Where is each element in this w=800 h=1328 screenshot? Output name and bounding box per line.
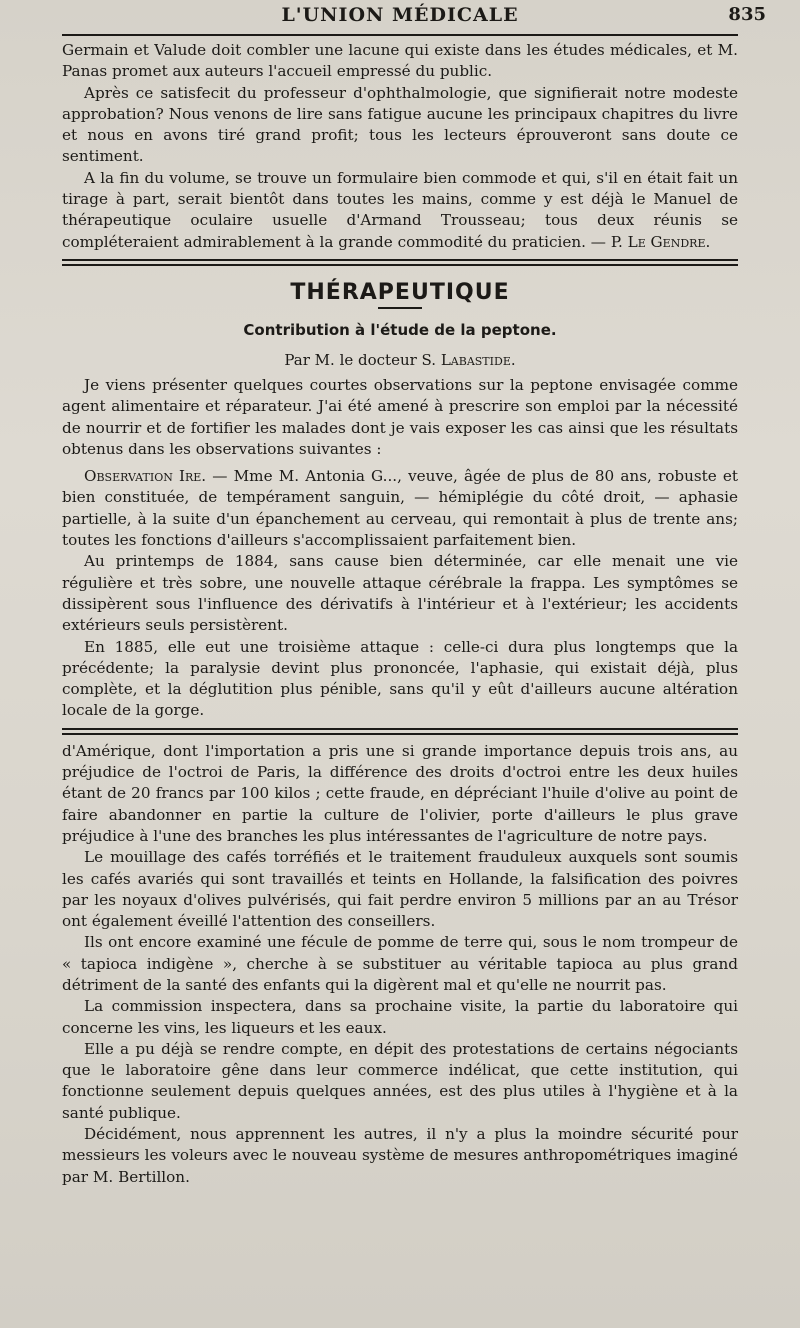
observation-paragraph xyxy=(62,466,738,551)
page-number: 835 xyxy=(728,4,766,25)
section-divider xyxy=(62,259,738,266)
author-name: Labastide. xyxy=(440,350,516,369)
book-review xyxy=(62,40,738,253)
article-paragraph: Je viens présenter quelques courtes observations sur la peptone envisagée comme agent alimentaire et réparateur. J'ai été amené à prescrire son emploi par la nécessité de nourrir et de fortifier les malades dont je vais exposer les cas ainsi que les résultats obtenus dans les observations suivantes : xyxy=(62,375,738,458)
observation-text: — Mme M. Antonia G..., veuve, âgée de plus de 80 ans, robuste et bien constituée, de tempérament sanguin, — hémiplégie du côté droit, — aphasie partielle, à la suite d'un épanchement au cerveau, qui remontait à plus de trente ans; toutes les fonctions d'ailleurs s'accomplissaient parfaitement bien. xyxy=(62,467,738,550)
feuilleton-paragraph: Décidément, nous apprennent les autres, il n'y a plus la moindre sécurité pour messieurs les voleurs avec le nouveau système de mesures anthropométriques imaginé par M. Bertillon. xyxy=(62,1125,738,1186)
feuilleton xyxy=(62,741,738,1188)
feuilleton-paragraph: La commission inspectera, dans sa prochaine visite, la partie du laboratoire qui concerne les vins, les liqueurs et les eaux. xyxy=(62,997,738,1037)
running-head xyxy=(62,0,766,34)
running-title: L'UNION MÉDICALE xyxy=(281,4,519,26)
article-paragraph: Au printemps de 1884, sans cause bien déterminée, car elle menait une vie régulière et très sobre, une nouvelle attaque cérébrale la frappa. Les symptômes se dissipèrent sous l'influence des dérivatifs à l'intérieur et à l'extérieur; les accidents extérieurs seuls persistèrent. xyxy=(62,552,738,635)
feuilleton-paragraph: d'Amérique, dont l'importation a pris une si grande importance depuis trois ans, au préjudice de l'octroi de Paris, la différence des droits d'octroi entre les deux huiles étant de 20 francs par 100 kilos ; cette fraude, en dépréciant l'huile d'olive au point de faire abandonner en partie la culture de l'olivier, porte d'ailleurs le plus grave préjudice à l'une des branches les plus intéressantes de l'agriculture de notre pays. xyxy=(62,741,738,845)
therapeutics-section xyxy=(62,280,738,722)
header-rule xyxy=(62,34,738,36)
review-paragraph xyxy=(62,168,738,253)
review-text: A la fin du volume, se trouve un formulaire bien commode et qui, s'il en était fait un tirage à part, serait bientôt dans toutes les mains, comme y est déjà le Manuel de thérapeutique oculaire usuelle d'Armand Trousseau; tous deux réunis se compléteraient admirablement à la grande commodité du praticien. — xyxy=(62,168,738,251)
review-signature: P. Le Gendre. xyxy=(610,232,711,251)
feuilleton-divider xyxy=(62,728,738,735)
feuilleton-paragraph: Ils ont encore examiné une fécule de pomme de terre qui, sous le nom trompeur de « tapioca indigène », cherche à se substituer au véritable tapioca au plus grand détriment de la santé des enfants qui la digèrent mal et qu'elle ne nourrit pas. xyxy=(62,933,738,994)
byline-prefix: Par M. le docteur S. xyxy=(284,350,437,369)
observation-label: Observation Ire. xyxy=(84,467,207,486)
feuilleton-paragraph: Le mouillage des cafés torréfiés et le traitement frauduleux auxquels sont soumis les cafés avariés qui sont travaillés et teints en Hollande, la falsification des poivres par les noyaux d'olives pulvérisés, qui fait perdre environ 5 millions par an au Trésor ont également éveillé l'attention des conseillers. xyxy=(62,848,738,931)
feuilleton-paragraph: Elle a pu déjà se rendre compte, en dépit des protestations de certains négociants que le laboratoire gêne dans leur commerce indélicat, que cette institution, qui fonctionne seulement depuis quelques années, est des plus utiles à l'hygiène et à la santé publique. xyxy=(62,1039,738,1122)
article-title: Contribution à l'étude de la peptone. xyxy=(243,320,557,339)
article-paragraph: En 1885, elle eut une troisième attaque : celle-ci dura plus longtemps que la précédente; la paralysie devint plus prononcée, l'aphasie, qui existait déjà, plus complète, et la déglutition plus pénible, sans qu'il y eût d'ailleurs aucune altération locale de la gorge. xyxy=(62,637,738,720)
title-ornament-rule xyxy=(378,307,422,309)
review-paragraph: Germain et Valude doit combler une lacune qui existe dans les études médicales, et M. Panas promet aux auteurs l'accueil empressé du public. xyxy=(62,41,738,81)
article-byline xyxy=(62,351,738,369)
review-paragraph: Après ce satisfecit du professeur d'ophthalmologie, que signifierait notre modeste approbation? Nous venons de lire sans fatigue aucune les principaux chapitres du livre et nous en avons tiré grand profit; tous les lecteurs éprouveront sans doute ce sentiment. xyxy=(62,83,738,166)
section-title: THÉRAPEUTIQUE xyxy=(290,279,510,305)
